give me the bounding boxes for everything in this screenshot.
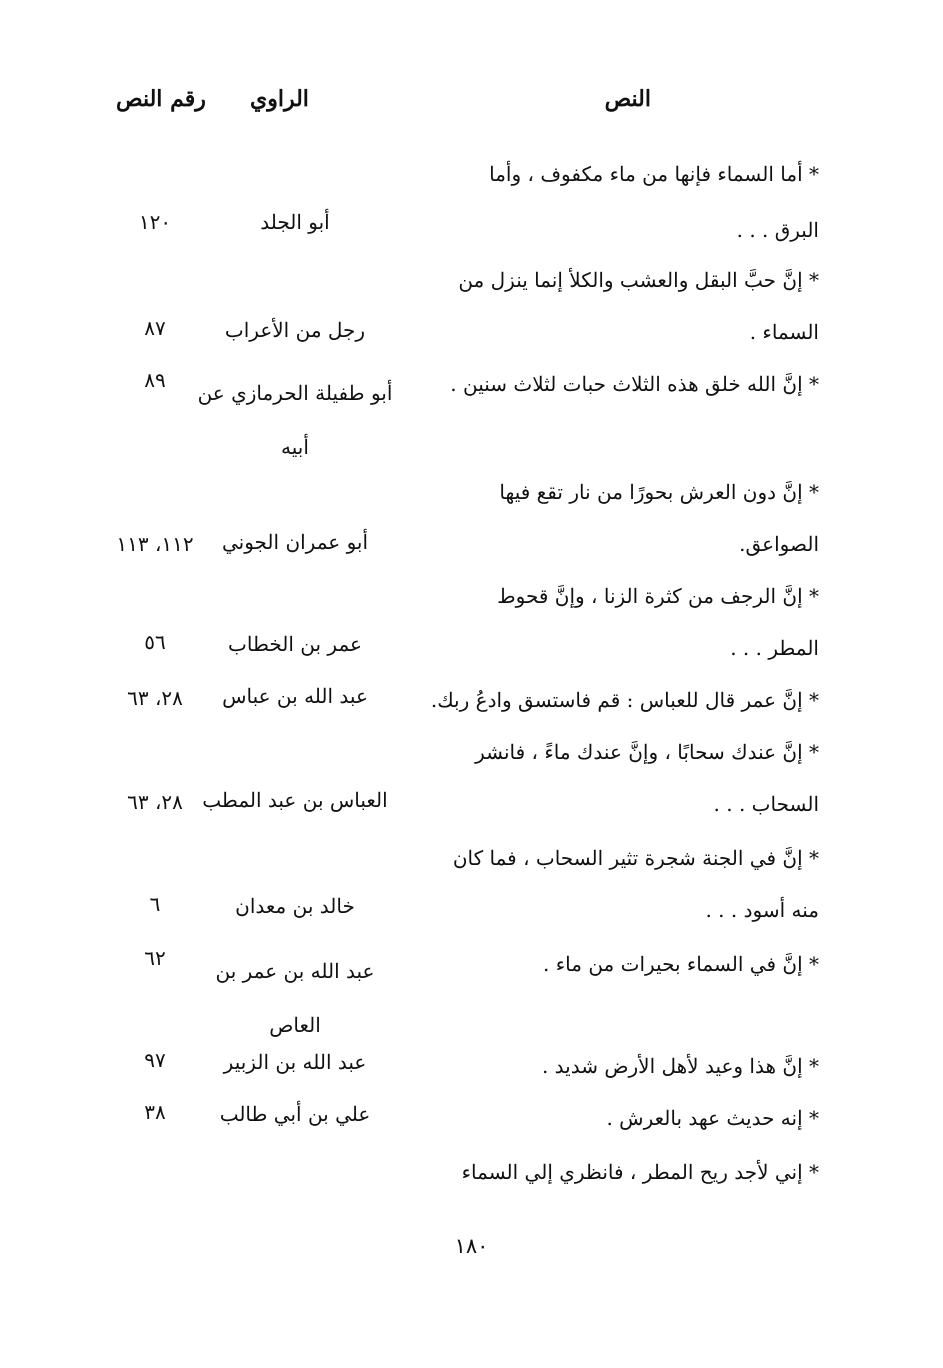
entry-text-line: * إنَّ الرجف من كثرة الزنا ، وإنَّ قحوط — [497, 584, 819, 608]
entry-text-line: * إنه حديث عهد بالعرش . — [606, 1106, 819, 1130]
entry-text-line: البرق . . . — [736, 218, 819, 242]
entry-narrator: رجل من الأعراب — [224, 318, 366, 342]
entry-number: ١٢٠ — [138, 210, 172, 234]
entry-text-line: * إنَّ عندك سحابًا ، وإنَّ عندك ماءً ، فانشر — [475, 740, 819, 764]
entry-narrator: علي بن أبي طالب — [219, 1102, 371, 1126]
entry-text-line: * إنَّ في السماء بحيرات من ماء . — [543, 952, 819, 976]
entry-text-line: منه أسود . . . — [705, 898, 819, 922]
entry-number: ٨٩ — [144, 368, 166, 392]
entry-text-line: * أما السماء فإنها من ماء مكفوف ، وأما — [489, 162, 819, 186]
number-column-header: رقم النص — [116, 86, 206, 112]
entry-number: ٦٢ — [144, 946, 166, 970]
entry-text-line: الصواعق. — [739, 532, 819, 556]
text-column-header: النص — [604, 86, 651, 112]
entry-text-line: * إنَّ هذا وعيد لأهل الأرض شديد . — [541, 1054, 819, 1078]
entry-text-line: السماء . — [749, 320, 819, 344]
entry-text-line: * إنَّ في الجنة شجرة تثير السحاب ، فما كان — [452, 846, 819, 870]
entry-number: ٩٧ — [144, 1048, 166, 1072]
entry-number: ٦ — [149, 892, 161, 916]
entry-text-line: المطر . . . — [730, 636, 819, 660]
entry-narrator: عبد الله بن عباس — [222, 684, 368, 708]
entry-narrator: عمر بن الخطاب — [228, 632, 362, 656]
entry-number: ٢٨، ٦٣ — [127, 790, 183, 814]
entry-number: ٣٨ — [144, 1100, 166, 1124]
entry-text-line: السحاب . . . — [713, 792, 819, 816]
entry-narrator: أبو طفيلة الحرمازي عن أبيه — [197, 381, 393, 459]
entry-number: ٥٦ — [144, 630, 166, 654]
entry-narrator: أبو عمران الجوني — [221, 530, 369, 554]
entry-narrator: عبد الله بن الزبير — [223, 1050, 367, 1074]
entry-number: ٢٨، ٦٣ — [127, 686, 183, 710]
entry-narrator: عبد الله بن عمر بن العاص — [215, 959, 375, 1037]
page-number: ١٨٠ — [454, 1234, 489, 1258]
entry-narrator: أبو الجلد — [260, 210, 330, 234]
narrator-column-header: الراوي — [250, 86, 309, 112]
entry-text-line: * إنَّ دون العرش بحورًا من نار تقع فيها — [499, 480, 819, 504]
entry-number: ٨٧ — [144, 316, 166, 340]
entry-text-line: * إني لأجد ريح المطر ، فانظري إلي السماء — [461, 1160, 819, 1184]
entry-narrator: خالد بن معدان — [235, 894, 355, 918]
entry-text-line: * إنَّ حبَّ البقل والعشب والكلأ إنما ينزل من — [458, 268, 819, 292]
entry-text-line: * إنَّ الله خلق هذه الثلاث حبات لثلاث سنين . — [450, 372, 819, 396]
entry-number: ١١٢، ١١٣ — [116, 532, 194, 556]
entry-text-line: * إنَّ عمر قال للعباس : قم فاستسق وادعُ ربك. — [430, 688, 819, 712]
entry-narrator: العباس بن عبد المطب — [202, 788, 388, 812]
